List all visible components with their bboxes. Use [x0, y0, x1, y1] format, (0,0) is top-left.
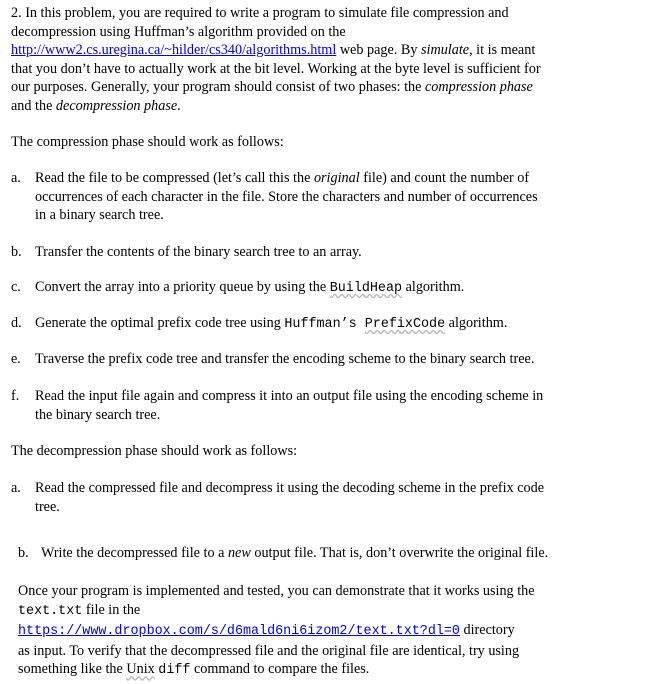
step-d-marker: d. [11, 315, 22, 331]
step-b-marker: b. [11, 244, 22, 260]
intro-line-1 [11, 4, 611, 23]
step-c-marker: c. [11, 279, 21, 295]
unix-word: Unix [126, 661, 155, 678]
intro-line-2-text: decompression using Huffman’s algorithm provided on the [11, 23, 346, 40]
original-emphasis: original [313, 170, 360, 186]
decomp-step-a-line-1: Read the compressed file and decompress it using the decoding scheme in the prefix code [35, 480, 545, 496]
closing-line-3-end: directory [459, 622, 515, 639]
dropbox-link[interactable]: https://www.dropbox.com/s/d6mald6ni6izom2/text.txt?dl=0 [18, 624, 460, 640]
closing-line-2-end: file in the [82, 601, 141, 618]
huffman-code: Huffman’s [284, 317, 357, 332]
step-c-text [35, 278, 619, 299]
step-c-start: Convert the array into a priority queue by using the [35, 279, 330, 295]
intro-line-3-end: , it is meant [469, 42, 536, 59]
decompression-phase-emphasis: decompression phase [55, 97, 178, 114]
decomp-step-b-marker: b. [18, 545, 29, 561]
closing-line-5-end: command to compare the files. [190, 661, 370, 678]
intro-line-6-text: and the [11, 97, 56, 114]
decompression-heading: The decompression phase should work as follows: [11, 443, 298, 459]
closing-line-3 [18, 621, 618, 642]
intro-line-5-text: our purposes. Generally, your program should consist of two phases: the [11, 79, 425, 96]
closing-line-4: as input. To verify that the decompressed file and the original file are identical, try using [18, 642, 520, 659]
buildheap-code: BuildHeap [329, 281, 403, 296]
decomp-step-a-marker: a. [11, 480, 21, 496]
closing-line-5-start: something like the [18, 661, 127, 678]
algorithms-link[interactable]: http://www2.cs.uregina.ca/~hilder/cs340/algorithms.html [11, 42, 337, 59]
intro-line-3-text: web page. By [336, 42, 421, 59]
step-e-marker: e. [11, 351, 21, 367]
closing-line-2 [18, 601, 618, 622]
step-d-space [357, 317, 365, 332]
step-e-text: Traverse the prefix code tree and transfer the encoding scheme to the binary search tree. [35, 351, 535, 367]
step-d-text [35, 314, 619, 335]
new-emphasis: new [227, 545, 251, 561]
closing-paragraph [18, 582, 618, 681]
intro-line-3 [11, 41, 611, 60]
decomp-step-a-text [35, 479, 619, 516]
step-b-text: Transfer the contents of the binary search tree to an array. [35, 244, 362, 260]
prefixcode-code: PrefixCode [364, 317, 446, 332]
step-f-text [35, 387, 619, 424]
intro-line-2 [11, 23, 611, 42]
step-a-marker: a. [11, 170, 21, 186]
step-a-line-1-end: file) and count the number of [359, 170, 530, 186]
simulate-emphasis: simulate [420, 42, 470, 59]
decomp-step-b-start: Write the decompressed file to a [41, 545, 228, 561]
intro-paragraph [11, 4, 611, 116]
intro-line-4 [11, 60, 611, 79]
step-a-text [35, 169, 619, 225]
compression-heading: The compression phase should work as follows: [11, 134, 284, 150]
decomp-step-a-line-2: tree. [35, 498, 60, 515]
intro-line-1-text: 2. In this problem, you are required to write a program to simulate file compression and [11, 5, 509, 21]
intro-line-6-end: . [177, 97, 181, 114]
decomp-step-b-text [41, 544, 621, 563]
closing-line-5 [18, 660, 618, 681]
step-a-line-2: occurrences of each character in the file. Store the characters and number of occurrences [35, 188, 538, 205]
closing-line-1: Once your program is implemented and tested, you can demonstrate that it works using the [18, 583, 535, 599]
step-a-line-3: in a binary search tree. [35, 207, 164, 224]
step-d-end: algorithm. [445, 315, 508, 331]
text-txt-code: text.txt [18, 603, 83, 619]
intro-line-4-text: that you don’t have to actually work at the bit level. Working at the byte level is sufficient for [11, 60, 541, 77]
step-f-marker: f. [11, 388, 20, 404]
step-c-end: algorithm. [402, 279, 465, 295]
diff-code: diff [158, 663, 191, 679]
decomp-step-b-end: output file. That is, don’t overwrite the original file. [250, 545, 549, 561]
step-f-line-2: the binary search tree. [35, 406, 161, 423]
intro-line-5 [11, 78, 611, 97]
step-f-line-1: Read the input file again and compress it into an output file using the encoding scheme in [35, 388, 544, 404]
step-a-line-1: Read the file to be compressed (let’s call this the [35, 170, 314, 186]
intro-line-6 [11, 97, 611, 116]
compression-phase-emphasis: compression phase [425, 79, 533, 96]
step-d-start: Generate the optimal prefix code tree using [35, 315, 285, 331]
